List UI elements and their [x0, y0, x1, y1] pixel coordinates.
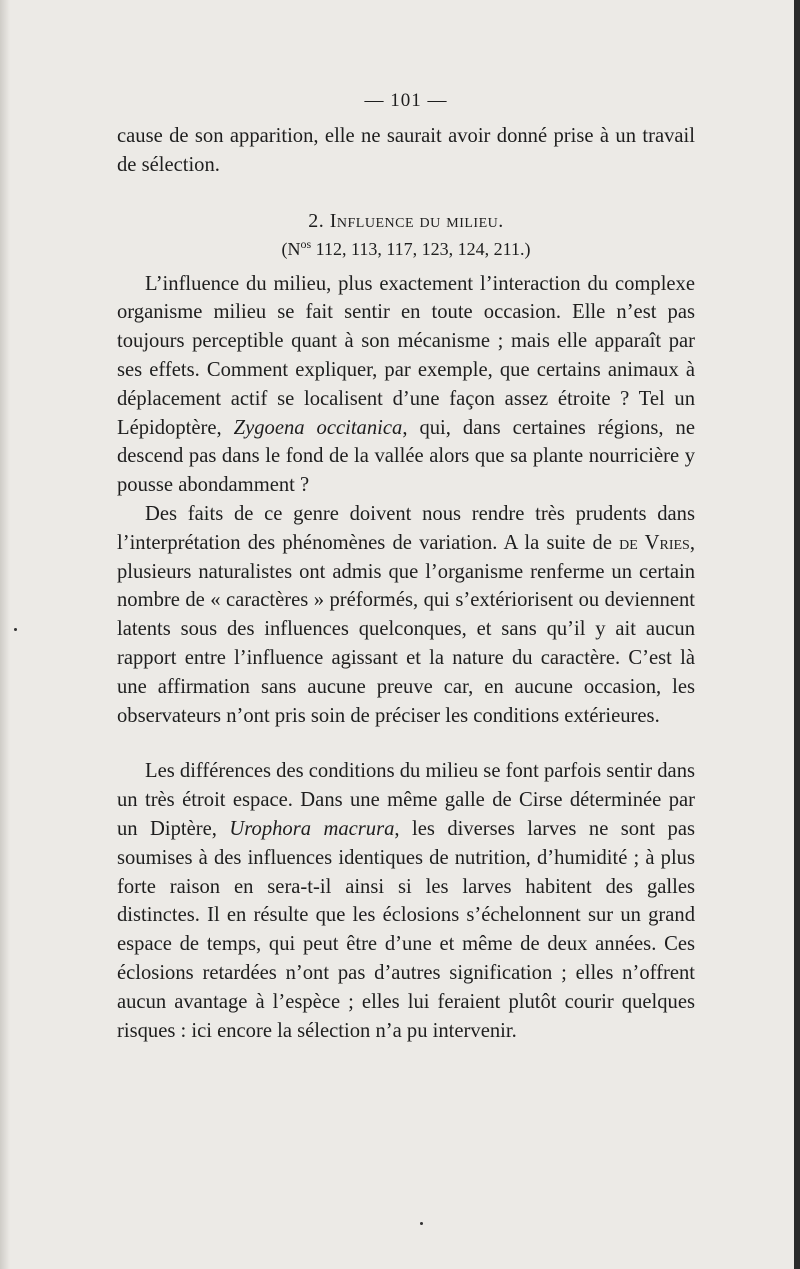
ink-speck — [14, 628, 17, 631]
paragraph — [117, 500, 695, 730]
paragraph — [117, 270, 695, 500]
paragraph — [117, 122, 695, 180]
refs-prefix: (N — [281, 238, 301, 259]
paragraph — [117, 757, 695, 1045]
section-number: 2. — [308, 209, 325, 232]
paragraph-text: Les différences des conditions du milieu se font parfois sentir dans un très étroit espace. Dans une même galle de Cirse déterminée par un Diptère, — [117, 760, 695, 840]
page-text — [117, 90, 695, 1045]
species-name: Urophora macrura — [229, 817, 395, 840]
author-name: de Vries — [619, 531, 690, 554]
paragraph-gap — [117, 730, 695, 757]
paragraph-text: , qui, dans certaines régions, ne descend pas dans le fond de la vallée alors que sa plante nourricière y pousse abondamment ? — [117, 416, 695, 497]
page-number: — 101 — — [364, 90, 448, 111]
paragraph-text: , les diverses larves ne sont pas soumises à des influences identiques de nutrition, d’humidité ; à plus forte raison en sera-t-il ainsi si les larves habitent des galles distinctes. Il en résulte que les éclosions s’échelonnent sur un grand espace de temps, qui peut être d’une et même de deux années. Ces éclosions retardées n’ont pas d’autres signification ; elles n’offrent aucun avantage à l’espèce ; elles lui feraient plutôt courir quelques risques : ici encore la sélection n’a pu intervenir. — [117, 817, 696, 1042]
paragraph-text: L’influence du milieu, plus exactement l’interaction du complexe organisme milieu se fait sentir en toute occasion. Elle n’est pas toujours perceptible quant à son mécanisme ; mais elle apparaît par ses effets. Comment expliquer, par exemple, que certains animaux à déplacement actif se localisent d’une façon assez étroite ? Tel un Lépidoptère, — [117, 272, 695, 439]
paragraph-text: , plusieurs naturalistes ont admis que l’organisme renferme un certain nombre de « caractères » préformés, qui s’extériorisent ou deviennent latents sous des influences quelconques, et sans qu’il y ait aucun rapport entre l’influence agissant et la nature du caractère. C’est là une affirmation sans aucune preuve car, en aucune occasion, les observateurs n’ont pris soin de préciser les conditions extérieures. — [117, 531, 695, 727]
page-edge-border — [794, 0, 800, 1269]
refs-superscript: os — [300, 236, 312, 251]
ink-speck — [420, 1222, 423, 1225]
section-references — [117, 237, 695, 260]
species-name: Zygoena occitanica — [233, 416, 403, 439]
section-heading — [117, 210, 695, 233]
section-title: Influence du milieu. — [329, 209, 504, 232]
page-gutter-shadow — [0, 0, 10, 1269]
paragraph-text: cause de son apparition, elle ne saurait avoir donné prise à un travail de sélection. — [117, 125, 695, 176]
paragraph-text: Des faits de ce genre doivent nous rendre très prudents dans l’interprétation des phénomènes de variation. A la suite de — [117, 502, 695, 554]
refs-numbers: 112, 113, 117, 123, 124, 211.) — [311, 238, 531, 259]
